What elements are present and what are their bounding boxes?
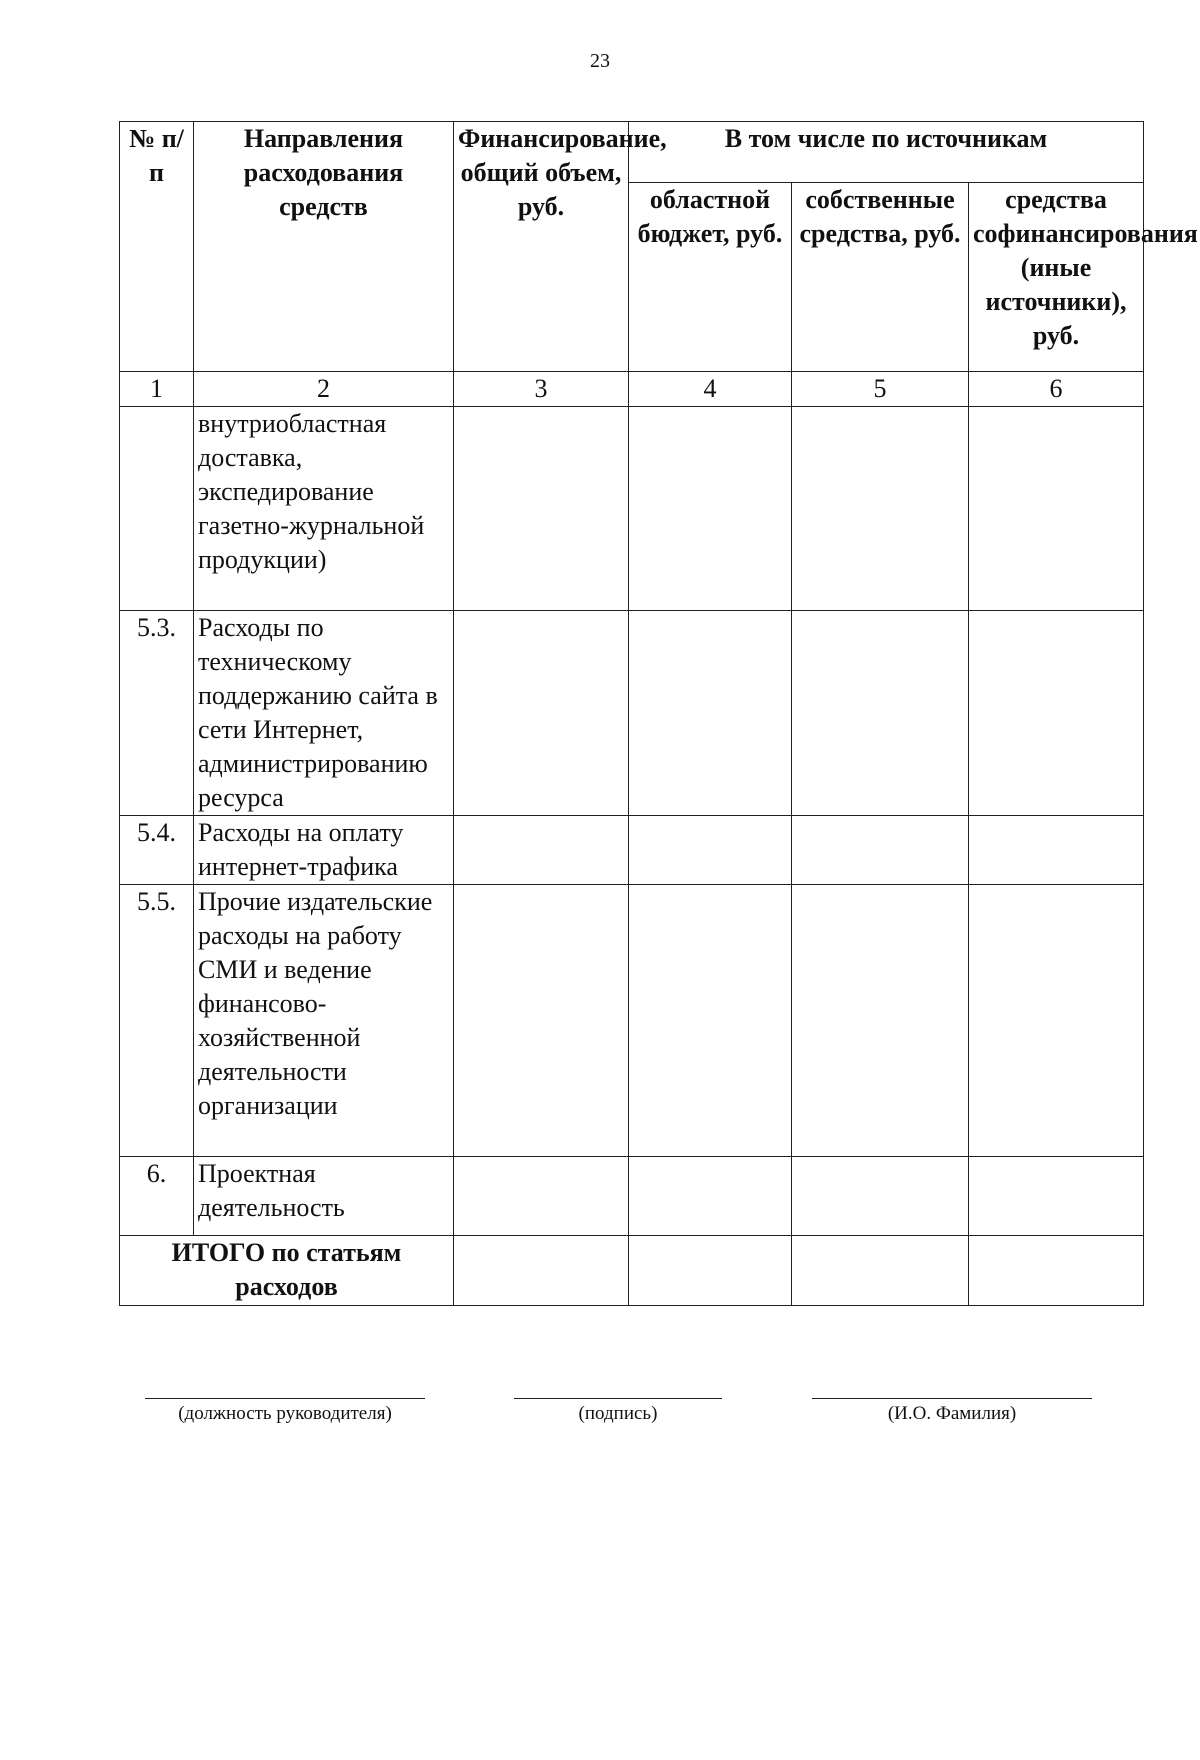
signature-block	[514, 1398, 722, 1425]
total-label: ИТОГО по статьям расходов	[120, 1236, 454, 1306]
header-total-financing: Финансирование, общий объем, руб.	[454, 122, 629, 372]
header-own-funds: собственные средства, руб.	[792, 183, 969, 372]
table-header	[120, 122, 1198, 372]
table-row	[120, 1157, 1144, 1236]
regional-cell[interactable]	[629, 1157, 792, 1236]
own-cell[interactable]	[792, 1236, 969, 1306]
row-number: 6.	[120, 1157, 194, 1236]
column-number: 3	[454, 372, 629, 407]
cofinancing-cell[interactable]	[969, 816, 1144, 885]
table-row	[120, 611, 1144, 816]
cofinancing-cell[interactable]	[969, 1157, 1144, 1236]
column-number: 6	[969, 372, 1144, 407]
page-number: 23	[590, 50, 610, 72]
own-cell[interactable]	[792, 1157, 969, 1236]
regional-cell[interactable]	[629, 885, 792, 1157]
own-cell[interactable]	[792, 407, 969, 611]
row-number: 5.5.	[120, 885, 194, 1157]
regional-cell[interactable]	[629, 816, 792, 885]
table-row	[120, 885, 1144, 1157]
header-num: № п/п	[120, 122, 194, 372]
column-numbers-row	[120, 372, 1144, 407]
total-cell[interactable]	[454, 816, 629, 885]
name-caption: (И.О. Фамилия)	[887, 1403, 1017, 1424]
position-signature-block	[145, 1398, 425, 1425]
column-number: 1	[120, 372, 194, 407]
total-cell[interactable]	[454, 1157, 629, 1236]
column-number: 4	[629, 372, 792, 407]
row-name: Прочие издательские расходы на работу СМИ и ведение финансово-хозяйственной деятельности организации	[194, 885, 454, 1157]
cofinancing-cell[interactable]	[969, 407, 1144, 611]
signature-line[interactable]	[514, 1398, 722, 1399]
regional-cell[interactable]	[629, 1236, 792, 1306]
signature-caption: (подпись)	[578, 1403, 658, 1424]
row-number: 5.4.	[120, 816, 194, 885]
header-direction: Направления расходования средств	[194, 122, 454, 372]
row-name: Расходы на оплату интернет-трафика	[194, 816, 454, 885]
row-name: внутриобластная доставка, экспедирование газетно-журнальной продукции)	[194, 407, 454, 611]
column-number: 5	[792, 372, 969, 407]
row-number	[120, 407, 194, 611]
cofinancing-cell[interactable]	[969, 611, 1144, 816]
total-cell[interactable]	[454, 1236, 629, 1306]
name-signature-block	[812, 1398, 1092, 1425]
name-line[interactable]	[812, 1398, 1092, 1399]
total-cell[interactable]	[454, 885, 629, 1157]
total-cell[interactable]	[454, 611, 629, 816]
header-sources-group: В том числе по источникам	[629, 122, 1144, 183]
table-row	[120, 816, 1144, 885]
column-number: 2	[194, 372, 454, 407]
cofinancing-cell[interactable]	[969, 885, 1144, 1157]
signature-row	[0, 1398, 1200, 1438]
own-cell[interactable]	[792, 611, 969, 816]
expenses-table	[119, 121, 1198, 1306]
row-name: Расходы по техническому поддержанию сайта в сети Интернет, администрированию ресурса	[194, 611, 454, 816]
regional-cell[interactable]	[629, 407, 792, 611]
cofinancing-cell[interactable]	[969, 1236, 1144, 1306]
header-regional-budget: областной бюджет, руб.	[629, 183, 792, 372]
row-name: Проектная деятельность	[194, 1157, 454, 1236]
own-cell[interactable]	[792, 885, 969, 1157]
row-number: 5.3.	[120, 611, 194, 816]
own-cell[interactable]	[792, 816, 969, 885]
table-row	[120, 407, 1144, 611]
total-row	[120, 1236, 1144, 1306]
total-cell[interactable]	[454, 407, 629, 611]
position-caption: (должность руководителя)	[178, 1403, 392, 1424]
position-line[interactable]	[145, 1398, 425, 1399]
header-cofinancing: средства софинансирования (иные источники), руб.	[969, 183, 1144, 372]
regional-cell[interactable]	[629, 611, 792, 816]
